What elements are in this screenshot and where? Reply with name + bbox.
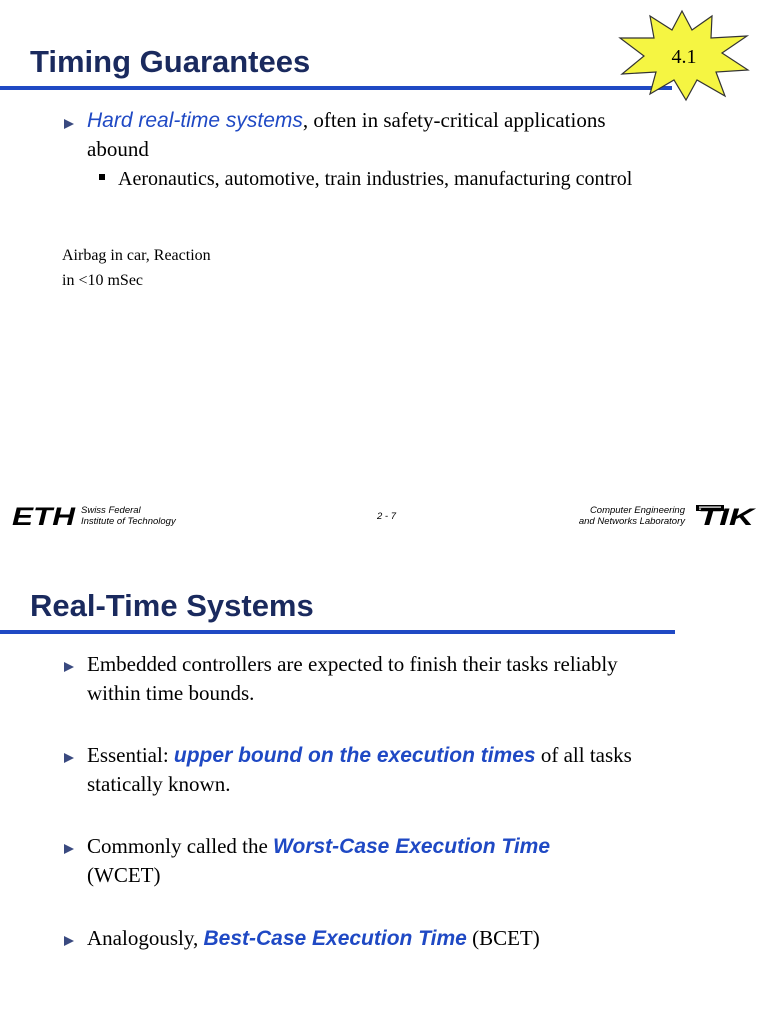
tik-logo-text: TIK: [698, 504, 757, 526]
slide1-title: Timing Guarantees: [30, 44, 311, 79]
airbag-note-line1: Airbag in car, Reaction: [62, 247, 211, 264]
slide2-bullet2: [87, 741, 662, 799]
institute-line2: Institute of Technology: [81, 516, 176, 527]
airbag-note-line2: in <10 mSec: [62, 272, 144, 289]
eth-logo-text: ETH: [12, 505, 76, 527]
slide1-title-rule: [0, 86, 672, 90]
bullet-arrow-icon: [64, 844, 74, 854]
eth-logo: [12, 505, 76, 527]
hard-realtime-emphasis: Hard real-time systems: [87, 109, 303, 132]
bullet-arrow-icon: [64, 936, 74, 946]
institute-line1: Swiss Federal: [81, 505, 141, 516]
slide2-bullet3: [87, 832, 647, 890]
page-number: 2 - 7: [377, 511, 397, 522]
slide2-bullet2-pre: Essential:: [87, 743, 174, 767]
bullet-arrow-icon: [64, 662, 74, 672]
badge-label: 4.1: [671, 46, 697, 68]
slide2-title: Real-Time Systems: [30, 588, 314, 623]
upper-bound-emphasis: upper bound on the execution times: [173, 744, 536, 767]
bcet-emphasis: Best-Case Execution Time: [203, 927, 467, 950]
slide2-bullet4: [87, 924, 667, 953]
wcet-emphasis: Worst-Case Execution Time: [273, 835, 551, 858]
lab-line2: and Networks Laboratory: [578, 516, 685, 527]
slide1-bullet1: [87, 106, 647, 164]
slide2-bullet4-pre: Analogously,: [87, 926, 204, 950]
bullet-arrow-icon: [64, 119, 74, 129]
square-bullet-icon: [99, 174, 105, 180]
slide2-title-rule: [0, 630, 675, 634]
slide2-bullet3-post: (WCET): [87, 863, 161, 887]
tik-logo: [696, 504, 758, 526]
bullet-arrow-icon: [64, 753, 74, 763]
slide2-bullet1: Embedded controllers are expected to finish their tasks reliably within time bounds.: [87, 652, 618, 705]
slide2-bullet3-pre: Commonly called the: [87, 834, 274, 858]
slide1-bullet1-rest: , often in safety-critical applications abound: [87, 108, 606, 161]
lab-line1: Computer Engineering: [589, 505, 685, 516]
slide2-bullet4-post: (BCET): [466, 926, 540, 950]
slide1-sub-bullet: Aeronautics, automotive, train industries, manufacturing control: [118, 168, 633, 190]
starburst-badge: [612, 8, 752, 102]
slide2-bullet2-post: of all tasks statically known.: [87, 743, 632, 796]
